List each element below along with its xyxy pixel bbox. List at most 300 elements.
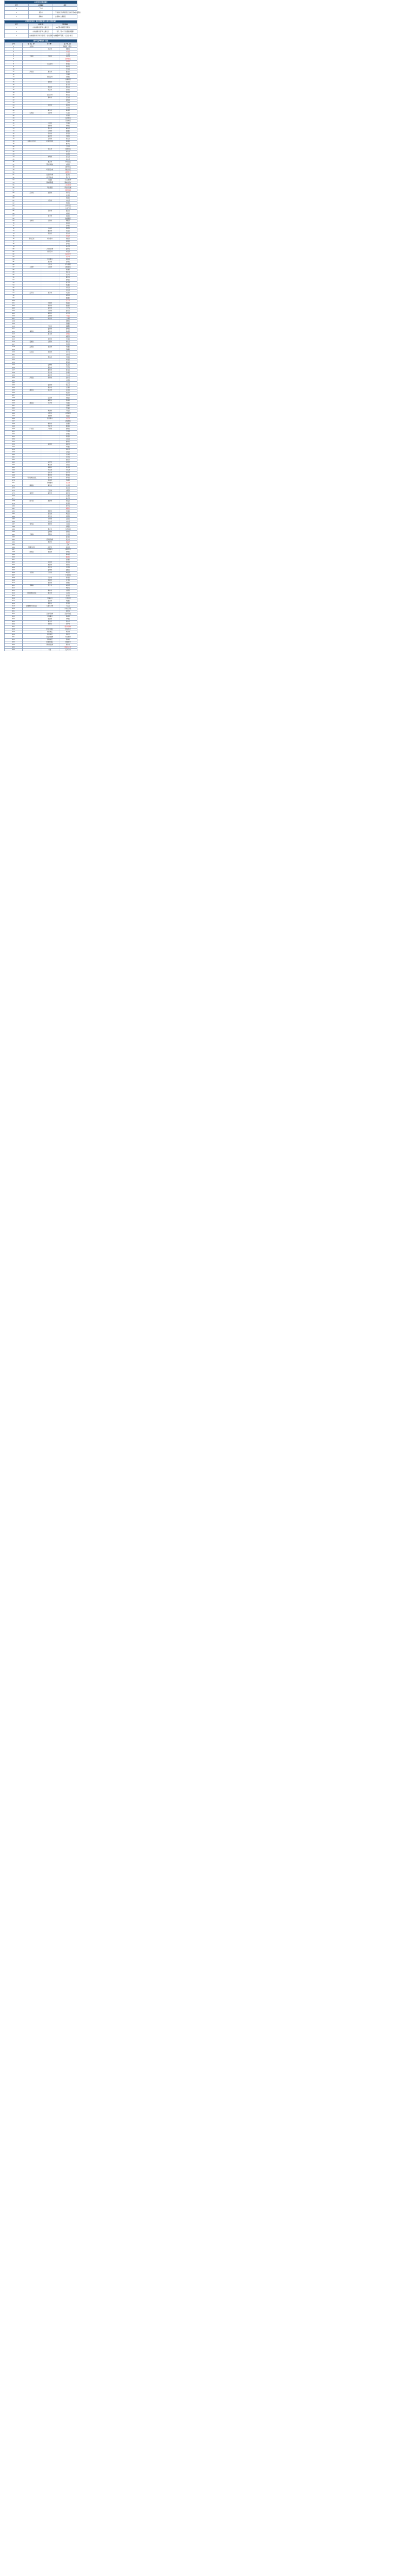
district-cell: 静安区 xyxy=(59,276,77,279)
section-title: 入境人员集中隔离城市 xyxy=(5,1,77,4)
row-number: 87 xyxy=(5,266,23,268)
row-number: 201 xyxy=(5,559,23,562)
district-cell: 玄武区 xyxy=(59,292,77,294)
city-cell: 营口市 xyxy=(41,215,59,217)
district-cell: 海曙区 xyxy=(59,325,77,328)
district-cell: 盐田区 xyxy=(59,459,77,461)
row-number: 170 xyxy=(5,479,23,482)
row-number: 27 xyxy=(5,112,23,114)
row-number: 99 xyxy=(5,297,23,299)
province-cell: 云南省 xyxy=(23,533,41,536)
district-cell: 江阳区 xyxy=(59,518,77,520)
city-cell: 西宁市 xyxy=(41,584,59,587)
city-cell: 乌兰察布市 xyxy=(41,176,59,179)
row-number: 199 xyxy=(5,554,23,556)
city-cell: 哈尔滨市 xyxy=(41,238,59,240)
district-cell: 芒市 xyxy=(59,544,77,546)
row-number: 192 xyxy=(5,536,23,538)
row-number: 210 xyxy=(5,582,23,584)
row-number: 138 xyxy=(5,397,23,400)
district-cell: 莲池区 xyxy=(59,91,77,94)
port-cell: 内地港澳入境口岸入境人员（含从香港方向入境） xyxy=(29,34,53,38)
district-cell: 涪城区 xyxy=(59,510,77,513)
district-cell: 肃州区 xyxy=(59,582,77,584)
district-cell: 虹口区 xyxy=(59,281,77,284)
district-cell: 康巴什区 xyxy=(59,166,77,168)
row-number: 205 xyxy=(5,569,23,571)
row-number: 6 xyxy=(5,58,23,61)
district-cell: 建华区 xyxy=(59,248,77,250)
row-number: 65 xyxy=(5,210,23,212)
district-cell: 杨浦区 xyxy=(59,284,77,286)
city-cell: 沧州市 xyxy=(41,104,59,107)
row-number: 110 xyxy=(5,325,23,328)
row-number: 88 xyxy=(5,268,23,271)
district-cell: 香洲区 xyxy=(59,466,77,469)
row-number: 221 xyxy=(5,610,23,613)
district-cell: 玉泉区 xyxy=(59,145,77,148)
row-number: 148 xyxy=(5,422,23,425)
row-number: 108 xyxy=(5,320,23,323)
district-cell: 吉阳区 xyxy=(59,489,77,492)
row-number: 94 xyxy=(5,284,23,286)
district-cell: 芦淞区 xyxy=(59,410,77,412)
city-cell: 吴忠市 xyxy=(41,600,59,602)
row-number: 135 xyxy=(5,389,23,392)
city-cell: 常州市 xyxy=(41,307,59,310)
district-cell: 鼓楼区 xyxy=(59,304,77,307)
city-cell: 成都市 xyxy=(41,500,59,502)
city-cell: 潍坊市 xyxy=(41,369,59,371)
city-cell: 衡水市 xyxy=(41,109,59,112)
district-cell: 道里区 xyxy=(59,238,77,240)
city-cell: 博尔塔拉州 xyxy=(41,643,59,646)
district-cell: 江岸区 xyxy=(59,389,77,392)
city-cell: 牡丹江市 xyxy=(41,250,59,253)
district-cell: 榆次区 xyxy=(59,127,77,130)
city-cell: 武汉市 xyxy=(41,389,59,392)
district-cell: 天山区 xyxy=(59,605,77,607)
row-number: 93 xyxy=(5,281,23,284)
city-cell: 唐山市 xyxy=(41,71,59,74)
row-number: 229 xyxy=(5,631,23,633)
row-number: 49 xyxy=(5,168,23,171)
city-cell: 绵阳市 xyxy=(41,510,59,513)
row-number: 89 xyxy=(5,271,23,274)
city-cell: 沈阳市 xyxy=(41,192,59,194)
row-number: 134 xyxy=(5,387,23,389)
district-cell: 乐都区 xyxy=(59,589,77,592)
district-cell: 盘龙区 xyxy=(59,536,77,538)
district-cell: 前进区 xyxy=(59,258,77,261)
city-cell: 苏州市 xyxy=(41,310,59,312)
row-number: 122 xyxy=(5,356,23,359)
row-number: 47 xyxy=(5,163,23,166)
row-number: 5 xyxy=(5,56,23,58)
row-number: 19 xyxy=(5,91,23,94)
district-cell: 开福区 xyxy=(59,407,77,410)
district-cell: 西岗区 xyxy=(59,202,77,205)
city-cell: 东莞市 xyxy=(41,461,59,464)
row-number: 220 xyxy=(5,607,23,610)
district-cell: 皇姑区 xyxy=(59,197,77,199)
city-cell: 佛山市 xyxy=(41,464,59,466)
row-number: 202 xyxy=(5,562,23,564)
row-number: 180 xyxy=(5,505,23,507)
city-cell: 三亚市 xyxy=(41,489,59,492)
district-cell: 珲春市 xyxy=(59,235,77,238)
row-number: 41 xyxy=(5,148,23,150)
district-cell: 美兰区 xyxy=(59,487,77,489)
city-cell: 固原市 xyxy=(41,602,59,605)
district-cell: 沈河区 xyxy=(59,194,77,197)
district-cell: 库尔勒市 xyxy=(59,636,77,638)
province-cell: 山东省 xyxy=(23,351,41,353)
district-cell: 桥东区 xyxy=(59,94,77,96)
district-cell: 东河区 xyxy=(59,153,77,156)
row-number: 151 xyxy=(5,430,23,433)
hk-macau-entry-table xyxy=(4,20,77,39)
district-cell: 和田市 xyxy=(59,633,77,636)
city-cell: 运城市 xyxy=(41,130,59,132)
row-number: 91 xyxy=(5,276,23,279)
city-cell: 惠州市 xyxy=(41,474,59,477)
district-cell: 站前区 xyxy=(59,215,77,217)
district-cell: 市北区 xyxy=(59,359,77,361)
city-cell: 阿拉善盟 xyxy=(41,187,59,189)
row-number: 156 xyxy=(5,443,23,446)
district-cell: 杏花岭区 xyxy=(59,117,77,120)
city-cell: 扬州市 xyxy=(41,315,59,317)
row-number: 172 xyxy=(5,484,23,487)
row-number: 92 xyxy=(5,279,23,281)
row-number: 7 xyxy=(5,61,23,63)
row-number: 206 xyxy=(5,571,23,574)
district-cell: 乌兰浩特市 xyxy=(59,179,77,181)
city-cell: 齐齐哈尔市 xyxy=(41,248,59,250)
district-cell: 东宁市 xyxy=(59,256,77,258)
district-cell: 二连浩特市 xyxy=(59,184,77,187)
column-header: 序号 xyxy=(5,23,29,26)
row-number: 48 xyxy=(5,166,23,168)
district-cell: 海珠区 xyxy=(59,433,77,435)
row-number: 107 xyxy=(5,317,23,320)
row-number: 52 xyxy=(5,176,23,179)
row-number: 222 xyxy=(5,613,23,615)
district-cell: 和平区 xyxy=(59,192,77,194)
city-cell: 日喀则市 xyxy=(41,549,59,551)
district-cell: 上城区 xyxy=(59,317,77,320)
city-cell: 上海市 xyxy=(41,266,59,268)
row-number: 168 xyxy=(5,474,23,477)
row-number: 165 xyxy=(5,466,23,469)
row-number: 185 xyxy=(5,518,23,520)
row-number: 28 xyxy=(5,114,23,117)
row-number: 183 xyxy=(5,513,23,515)
row-number: 124 xyxy=(5,361,23,364)
row-number: 42 xyxy=(5,150,23,153)
measure-cell: “14天集中隔离医学观察” xyxy=(53,26,77,30)
row-number: 18 xyxy=(5,89,23,91)
row-number: 231 xyxy=(5,636,23,638)
district-cell: 振兴区 xyxy=(59,210,77,212)
district-cell: 鼓楼区 xyxy=(59,330,77,333)
district-cell: 尧都区 xyxy=(59,135,77,138)
row-number: 30 xyxy=(5,120,23,122)
district-cell: 北湖区 xyxy=(59,422,77,425)
column-header: 省（区、市） xyxy=(23,43,41,45)
row-number: 46 xyxy=(5,161,23,163)
row-number: 159 xyxy=(5,451,23,453)
district-cell: 海淀区（部分） xyxy=(59,45,77,48)
row-number: 211 xyxy=(5,584,23,587)
row-number: 100 xyxy=(5,299,23,302)
district-cell: 路北区 xyxy=(59,71,77,74)
district-cell: 碑林区 xyxy=(59,554,77,556)
district-cell: 复兴区 xyxy=(59,83,77,86)
city-cell: 廊坊市 xyxy=(41,96,59,99)
row-number: 105 xyxy=(5,312,23,315)
row-number: 67 xyxy=(5,215,23,217)
city-cell: 岳阳市 xyxy=(41,412,59,415)
city-cell: 杭州市 xyxy=(41,317,59,320)
province-cell: 吉林省 xyxy=(23,220,41,223)
district-cell: 二七区 xyxy=(59,382,77,384)
city-cell: 南昌市 xyxy=(41,346,59,348)
row-number: 119 xyxy=(5,348,23,351)
row-number: 191 xyxy=(5,533,23,536)
row-number: 17 xyxy=(5,86,23,89)
district-cell: 丰泽区 xyxy=(59,338,77,341)
row-number: 97 xyxy=(5,292,23,294)
city-cell: 忻州市 xyxy=(41,132,59,135)
column-header: 县（市、区） xyxy=(59,43,77,45)
district-cell: 金平区 xyxy=(59,471,77,474)
row-number: 187 xyxy=(5,523,23,526)
city-cell: 包头市 xyxy=(41,148,59,150)
district-cell: 桑珠孜区 xyxy=(59,549,77,551)
row-number: 236 xyxy=(5,649,23,651)
district-cell: 顺庆区 xyxy=(59,513,77,515)
district-cell: 绥芬河市 xyxy=(59,253,77,256)
district-cell: 奎文区 xyxy=(59,369,77,371)
district-cell: 福田区 xyxy=(59,443,77,446)
city-cell: 郑州市 xyxy=(41,377,59,379)
city-cell: 南宁市 xyxy=(41,477,59,479)
district-cell: 渝中区 xyxy=(59,492,77,495)
city-cell: 张家口市 xyxy=(41,94,59,96)
row-number: 57 xyxy=(5,189,23,192)
row-number: 2 xyxy=(5,48,23,50)
district-cell: 新市区 xyxy=(59,610,77,613)
row-number: 15 xyxy=(5,81,23,83)
row-number: 116 xyxy=(5,341,23,343)
row-number: 59 xyxy=(5,194,23,197)
row-number: 171 xyxy=(5,482,23,484)
city-cell: 德宏州 xyxy=(41,541,59,544)
city-cell: 石家庄市 xyxy=(41,63,59,66)
province-cell: 新疆维吾尔自治区 xyxy=(23,605,41,607)
city-cell: 克拉玛依市 xyxy=(41,613,59,615)
row-number: 22 xyxy=(5,99,23,101)
row-number: 35 xyxy=(5,132,23,135)
district-cell: 东昌区 xyxy=(59,230,77,233)
row-number: 112 xyxy=(5,330,23,333)
city-cell: 泸州市 xyxy=(41,518,59,520)
city-cell: 徐州市 xyxy=(41,304,59,307)
district-cell: 城关区 xyxy=(59,571,77,574)
row-number: 227 xyxy=(5,625,23,628)
province-cell: 青海省 xyxy=(23,584,41,587)
district-cell: 宽城区 xyxy=(59,225,77,228)
row-number: 234 xyxy=(5,643,23,646)
row-number: 26 xyxy=(5,109,23,112)
city-cell: 晋中市 xyxy=(41,127,59,130)
row-number: 13 xyxy=(5,76,23,78)
row-number: 3 xyxy=(5,34,29,38)
city-cell: 兰州市 xyxy=(41,571,59,574)
province-cell: 海南省 xyxy=(23,484,41,487)
city-cell: 泉州市 xyxy=(41,338,59,341)
city-cell: 深圳市 xyxy=(29,14,53,19)
district-cell: 锡林浩特市 xyxy=(59,181,77,184)
district-cell: 岳阳楼区 xyxy=(59,412,77,415)
province-cell: 福建省 xyxy=(23,330,41,333)
row-number: 129 xyxy=(5,374,23,377)
row-number: 230 xyxy=(5,633,23,636)
city-cell: 丹东市 xyxy=(41,210,59,212)
city-cell: 天津市 xyxy=(41,56,59,58)
city-cell: 珠海市 xyxy=(41,466,59,469)
district-cell: 秦都区 xyxy=(59,564,77,567)
column-header: 管控措施 xyxy=(53,23,77,26)
district-cell: 昆都仑区 xyxy=(59,148,77,150)
row-number: 214 xyxy=(5,592,23,595)
province-cell: 河北省 xyxy=(23,71,41,74)
row-number: 117 xyxy=(5,343,23,346)
district-cell: 南岗区 xyxy=(59,240,77,243)
row-number: 207 xyxy=(5,574,23,577)
city-cell: 西双版纳州 xyxy=(41,538,59,541)
city-cell: 阿勒泰地区 xyxy=(41,641,59,643)
district-cell: 兰山区 xyxy=(59,374,77,377)
row-number: 3 xyxy=(5,50,23,53)
row-number: 166 xyxy=(5,469,23,471)
note-cell xyxy=(53,7,77,11)
city-cell: 济宁市 xyxy=(41,371,59,374)
row-number: 139 xyxy=(5,400,23,402)
row-number: 209 xyxy=(5,579,23,582)
district-cell: 青羊区 xyxy=(59,505,77,507)
district-cell: 龙华区 xyxy=(59,456,77,459)
row-number: 150 xyxy=(5,428,23,430)
row-number: 50 xyxy=(5,171,23,174)
district-cell: 甘井子区 xyxy=(59,207,77,210)
district-cell: 湖里区 xyxy=(59,335,77,338)
row-number: 142 xyxy=(5,407,23,410)
row-number: 9 xyxy=(5,66,23,69)
district-cell: 金台区 xyxy=(59,562,77,564)
row-number: 189 xyxy=(5,528,23,531)
city-cell: 怀化市 xyxy=(41,425,59,428)
row-number: 137 xyxy=(5,395,23,397)
district-cell: 姑苏区 xyxy=(59,310,77,312)
row-number: 24 xyxy=(5,104,23,107)
district-cell: 景洪市 xyxy=(59,538,77,541)
row-number: 175 xyxy=(5,492,23,495)
district-cell: 三河市 xyxy=(59,101,77,104)
city-cell: 合肥市 xyxy=(41,341,59,343)
row-number: 226 xyxy=(5,623,23,625)
district-cell: 秦淮区 xyxy=(59,294,77,297)
row-number: 125 xyxy=(5,364,23,366)
row-number: 131 xyxy=(5,379,23,382)
district-cell: 额济纳旗 xyxy=(59,189,77,192)
district-cell: 城关区 xyxy=(59,546,77,549)
measure-cell: （首个、第2个下加强健康监测） xyxy=(53,30,77,34)
district-cell: 新城区 xyxy=(59,140,77,143)
row-number: 60 xyxy=(5,197,23,199)
row-number: 114 xyxy=(5,335,23,338)
row-number: 66 xyxy=(5,212,23,215)
district-cell: 东湖区 xyxy=(59,346,77,348)
district-cell: 越秀区 xyxy=(59,428,77,430)
row-number: 113 xyxy=(5,333,23,335)
row-number: 106 xyxy=(5,315,23,317)
district-cell: 沙河口区 xyxy=(59,205,77,207)
row-number: 133 xyxy=(5,384,23,387)
city-cell: 北京市 xyxy=(41,48,59,50)
district-cell: 五华区 xyxy=(59,533,77,536)
row-number: 39 xyxy=(5,143,23,145)
row-number: 130 xyxy=(5,377,23,379)
city-cell: 呼和浩特市 xyxy=(41,140,59,143)
district-cell: 西陵区 xyxy=(59,397,77,400)
district-cell: 任城区 xyxy=(59,371,77,374)
row-number: 3 xyxy=(5,14,29,19)
city-cell: 天水市 xyxy=(41,577,59,579)
row-number: 188 xyxy=(5,526,23,528)
city-cell: 咸阳市 xyxy=(41,564,59,567)
district-cell: 崇川区 xyxy=(59,312,77,315)
row-number: 33 xyxy=(5,127,23,130)
province-cell: 安徽省 xyxy=(23,341,41,343)
city-cell: 酒泉市 xyxy=(41,582,59,584)
city-cell: 长春市 xyxy=(41,220,59,223)
city-cell: 呼伦贝尔市 xyxy=(41,168,59,171)
row-number: 127 xyxy=(5,369,23,371)
city-cell: 阿克苏地区 xyxy=(41,628,59,631)
city-cell: 襄阳市 xyxy=(41,400,59,402)
district-cell: 阿勒泰市 xyxy=(59,641,77,643)
district-cell: 东安区 xyxy=(59,250,77,253)
row-number: 120 xyxy=(5,351,23,353)
province-cell: 四川省 xyxy=(23,500,41,502)
district-cell: 金凤区 xyxy=(59,595,77,597)
district-cell: 郫都区 xyxy=(59,507,77,510)
province-cell: 浙江省 xyxy=(23,317,41,320)
city-cell: 吕梁市 xyxy=(41,138,59,140)
city-cell: 佳木斯市 xyxy=(41,258,59,261)
province-cell: 内蒙古自治区 xyxy=(23,140,41,143)
row-number: 152 xyxy=(5,433,23,435)
province-cell: 湖南省 xyxy=(23,402,41,404)
row-number: 204 xyxy=(5,566,23,569)
row-number: 190 xyxy=(5,531,23,533)
city-cell: 海东市 xyxy=(41,589,59,592)
district-cell: 赛罕区 xyxy=(59,143,77,145)
row-number: 45 xyxy=(5,158,23,161)
